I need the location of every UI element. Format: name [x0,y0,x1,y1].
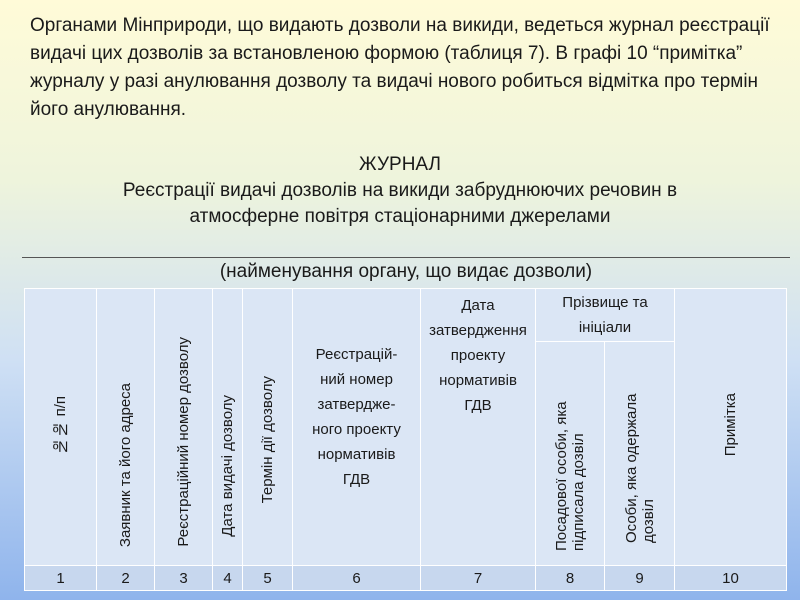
header-label-note: Примітка [722,393,740,457]
organization-name-line [22,257,790,258]
header-label-issue-date: Дата видачі дозволу [219,395,236,537]
column-number: 8 [536,566,605,591]
column-number-row [25,566,787,591]
header-label-applicant: Заявник та його адреса [117,382,134,547]
intro-paragraph: Органами Мінприроди, що видають дозволи на викиди, ведеться журнал реєстрації видачі цих дозволів за встановленою формою (таблиця 7). В графі 10 “примітка” журналу у разі анулювання дозволу та видачі нового робиться відмітка про термін його анулювання. [30,15,770,120]
column-number: 1 [25,566,97,591]
journal-subtitle: Реєстрації видачі дозволів на викиди забруднюючих речовин в атмосферне повітря стаціонарними джерелами [122,180,678,227]
header-cell-gdv-date [421,289,536,566]
column-number: 3 [155,566,213,591]
organization-caption: (найменування органу, що видає дозволи) [219,261,593,282]
header-cell-applicant [97,289,155,566]
header-label-gdv-date: Дата затвердження проекту нормативів ГДВ [429,297,527,414]
header-cell-issue-date [213,289,243,566]
header-label-official: Посадової особи, яка підписала дозвіл [553,401,587,551]
header-cell-note [675,289,787,566]
header-cell-name-group [536,289,675,342]
header-label-gdv-reg: Реєстрацій-ний номер затвердже-ного проекту нормативів ГДВ [312,346,401,488]
header-cell-gdv-reg [293,289,421,566]
column-number: 5 [243,566,293,591]
journal-title-block [0,152,800,230]
header-cell-official [536,342,605,566]
header-label-recipient: Особи, яка одержала дозвіл [622,393,657,543]
header-label-name-group: Прізвище та ініціали [562,294,648,336]
journal-heading: ЖУРНАЛ [359,154,441,175]
column-number: 6 [293,566,421,591]
header-label-number: №№ п/п [52,395,69,455]
header-cell-recipient [605,342,675,566]
header-cell-number [25,289,97,566]
header-label-reg-number: Реєстраційний номер дозволу [175,337,192,547]
header-label-validity: Термін дії дозволу [259,375,276,503]
journal-table [24,288,787,591]
column-number: 10 [675,566,787,591]
column-number: 9 [605,566,675,591]
header-cell-validity [243,289,293,566]
header-cell-reg-number [155,289,213,566]
column-number: 7 [421,566,536,591]
column-number: 2 [97,566,155,591]
column-number: 4 [213,566,243,591]
